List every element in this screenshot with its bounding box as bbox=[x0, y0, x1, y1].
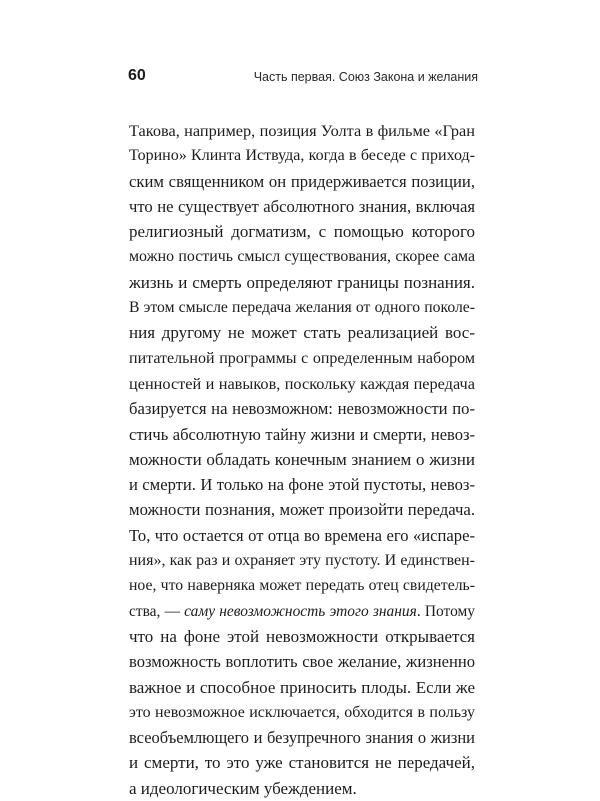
text-fragment: ства, — bbox=[129, 602, 185, 620]
text-line: В этом смысле передача желания от одного поколе- bbox=[129, 299, 475, 317]
text-line: питательной программы с определенным набором bbox=[129, 349, 475, 367]
text-line: это невозможное исключается, обходится в пользу bbox=[129, 703, 475, 721]
text-line: То, что остается от отца во времена его «испаре- bbox=[129, 525, 475, 545]
text-line: можности познания, может произойти передача. bbox=[129, 500, 475, 520]
text-line: ценностей и навыков, поскольку каждая передача bbox=[129, 373, 475, 393]
text-line: религиозный догматизм, с помощью которого bbox=[129, 222, 475, 242]
text-line: стичь абсолютную тайну жизни и смерти, невоз- bbox=[129, 424, 475, 444]
text-line-with-emphasis bbox=[129, 599, 475, 624]
page-header bbox=[128, 66, 478, 86]
text-line: возможность воплотить свое желание, жизненно bbox=[129, 652, 475, 672]
text-line: можно постичь смысл существования, скорее сама bbox=[129, 248, 475, 266]
text-line: базируется на невозможном: невозможности по- bbox=[129, 399, 475, 419]
text-line: Торино» Клинта Иствуда, когда в беседе с приход- bbox=[129, 147, 475, 165]
text-line: всеобъемлющего и безупречного знания о жизни bbox=[129, 728, 475, 748]
text-line: и смерти. И только на фоне этой пустоты, невоз- bbox=[129, 475, 475, 495]
text-fragment: . Потому bbox=[416, 602, 475, 620]
text-line: ния другому не может стать реализацией вос- bbox=[129, 323, 475, 343]
text-line: можности обладать конечным знанием о жизни bbox=[129, 449, 475, 469]
text-line: что на фоне этой невозможности открывается bbox=[129, 626, 475, 646]
text-line: что не существует абсолютного знания, включая bbox=[129, 196, 475, 216]
text-line: и смерти, то это уже становится не передачей, bbox=[129, 753, 475, 773]
emphasized-phrase: саму невозможность этого знания bbox=[184, 602, 417, 620]
text-line: Такова, например, позиция Уолта в фильме «Гран bbox=[129, 121, 475, 140]
text-line: ским священником он придерживается позиции, bbox=[129, 171, 475, 191]
page-number: 60 bbox=[128, 67, 146, 84]
text-line: важное и способное приносить плоды. Если же bbox=[129, 677, 475, 697]
text-line: жизнь и смерть определяют границы познания. bbox=[129, 272, 475, 292]
text-line: а идеологическим убеждением. bbox=[129, 778, 357, 798]
body-text bbox=[129, 118, 475, 801]
running-head: Часть первая. Союз Закона и желания bbox=[253, 70, 478, 84]
text-line: ное, что наверняка может передать отец свидетель- bbox=[129, 577, 475, 595]
text-line: ния», как раз и охраняет эту пустоту. И единствен- bbox=[129, 552, 475, 570]
